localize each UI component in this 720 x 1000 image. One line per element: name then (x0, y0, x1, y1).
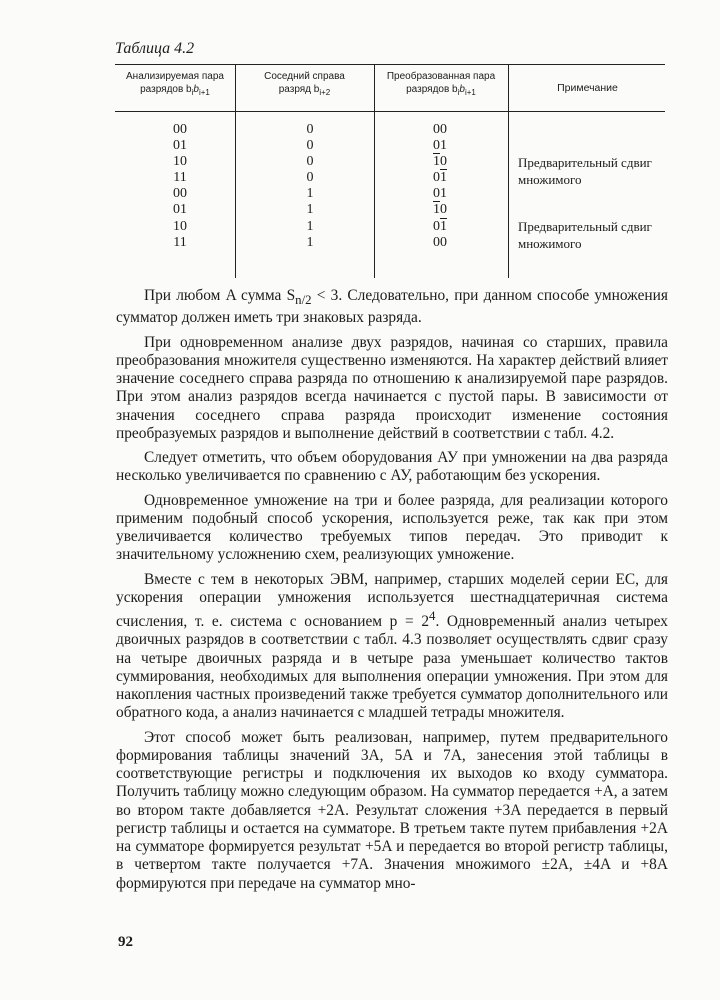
table-note-shift-2: Предварительный сдвиг множимого (518, 219, 652, 251)
table-header-pair: Анализируемая пара разрядов $b_ib_{i+1}$ (126, 71, 224, 97)
table-column-divider (374, 64, 375, 278)
table-cell-neighbor: 1 (306, 218, 314, 234)
table-cell-converted: 01 (433, 138, 447, 154)
table-cell-converted: 10 (433, 202, 447, 218)
table-caption: Таблица 4.2 (115, 40, 195, 57)
table-cell-pair: 10 (173, 218, 187, 234)
table-cell-neighbor: 1 (306, 202, 314, 218)
paragraph: Этот способ может быть реализован, например, путем предварительного формирования таблицы значений 3A, 5A и 7A, занесения этой таблицы в соответствующие регистры и подключения их выходов ко входу сумматора. Получить таблицу можно следующим образом. На сумматор передается +A, а затем во втором такте добавляется +2A. Результат сложения +3A передается в первый регистр таблицы и остается на сумматоре. В третьем такте путем прибавления +2A на сумматоре формируется результат +5A и передается во второй регистр таблицы, в четвертом такте получается +7A. Значения множимого ±2A, ±4A и +8A формируются при передаче на сумматор мно- (116, 728, 668, 892)
table-cell-neighbor: 1 (306, 186, 314, 202)
paragraph: При одновременном анализе двух разрядов, начиная со старших, правила преобразования множителя существенно изменяются. На характер действий влияет значение соседнего справа разряда по отношению к анализируемой паре разрядов. При этом анализ разрядов всегда начинается с пустой пары. В зависимости от значения соседнего справа разряда происходит изменение состояния преобразуемых разрядов и выполнение действий в соответствии с табл. 4.2. (116, 333, 668, 442)
table-header-neighbor: Соседний справа разряд $b_{i+2}$ (264, 71, 345, 97)
table-column-neighbor (285, 122, 335, 251)
table-column-divider (508, 64, 509, 278)
table-cell-pair: 10 (173, 154, 187, 170)
table-cell-neighbor: 0 (306, 122, 314, 137)
table-cell-pair: 11 (173, 234, 187, 250)
paragraph: Следует отметить, что объем оборудования АУ при умножении на два разряда несколько увеличивается по сравнению с АУ, работающим без ускорения. (116, 449, 668, 485)
table-cell-neighbor: 1 (306, 234, 314, 250)
table-cell-converted: 10 (433, 154, 447, 170)
paragraph: Вместе с тем в некоторых ЭВМ, например, старших моделей серии ЕС, для ускорения операции умножения используется шестнадцатеричная система счисления, т. е. система с основанием $p = 2^4$. Одновременный анализ четырех двоичных разрядов в соответствии с табл. 4.3 позволяет осуществлять сдвиг сразу на четыре двоичных разряда и в четыре раза уменьшает количество тактов суммирования, необходимых для выполнения операции умножения. При этом для накопления частных произведений также требуется сумматор дополнительного или обратного кода, а анализ начинается с младшей тетрады множителя. (116, 570, 668, 722)
table-cell-pair: 11 (173, 170, 187, 186)
table-cell-converted: 00 (433, 234, 447, 250)
table-cell-neighbor: 0 (306, 170, 314, 186)
paragraph: При любом A сумма $S_{n/2} < 3$. Следовательно, при данном способе умножения сумматор должен иметь три знаковых разряда. (116, 287, 668, 327)
table-column-converted (415, 122, 465, 251)
table-header-rule (115, 111, 665, 112)
paragraph: Одновременное умножение на три и более разряда, для реализации которого применим подобный способ ускорения, используется реже, так как при этом увеличивается количество требуемых типов передач. Это приводит к значительному усложнению схем, реализующих умножение. (116, 491, 668, 564)
body-text (116, 287, 668, 899)
table-header-note: Примечание (557, 82, 618, 94)
table-cell-pair: 01 (173, 138, 187, 154)
table-cell-pair: 01 (173, 202, 187, 218)
table-top-rule (115, 64, 665, 65)
table-column-pair (155, 122, 205, 251)
table-cell-converted: 01 (433, 170, 447, 186)
table-cell-converted: 00 (433, 122, 447, 137)
table-cell-neighbor: 0 (306, 154, 314, 170)
table-column-divider (235, 64, 236, 278)
table-cell-neighbor: 0 (306, 138, 314, 154)
page-number: 92 (118, 934, 133, 950)
table-cell-converted: 01 (433, 186, 447, 202)
table-cell-pair: 00 (173, 186, 187, 202)
table-header-converted: Преобразованная пара разрядов $b_ib_{i+1}$ (386, 71, 496, 97)
table-cell-pair: 00 (173, 122, 187, 137)
table-cell-converted: 01 (433, 218, 447, 234)
table-note-shift-1: Предварительный сдвиг множимого (518, 155, 652, 187)
